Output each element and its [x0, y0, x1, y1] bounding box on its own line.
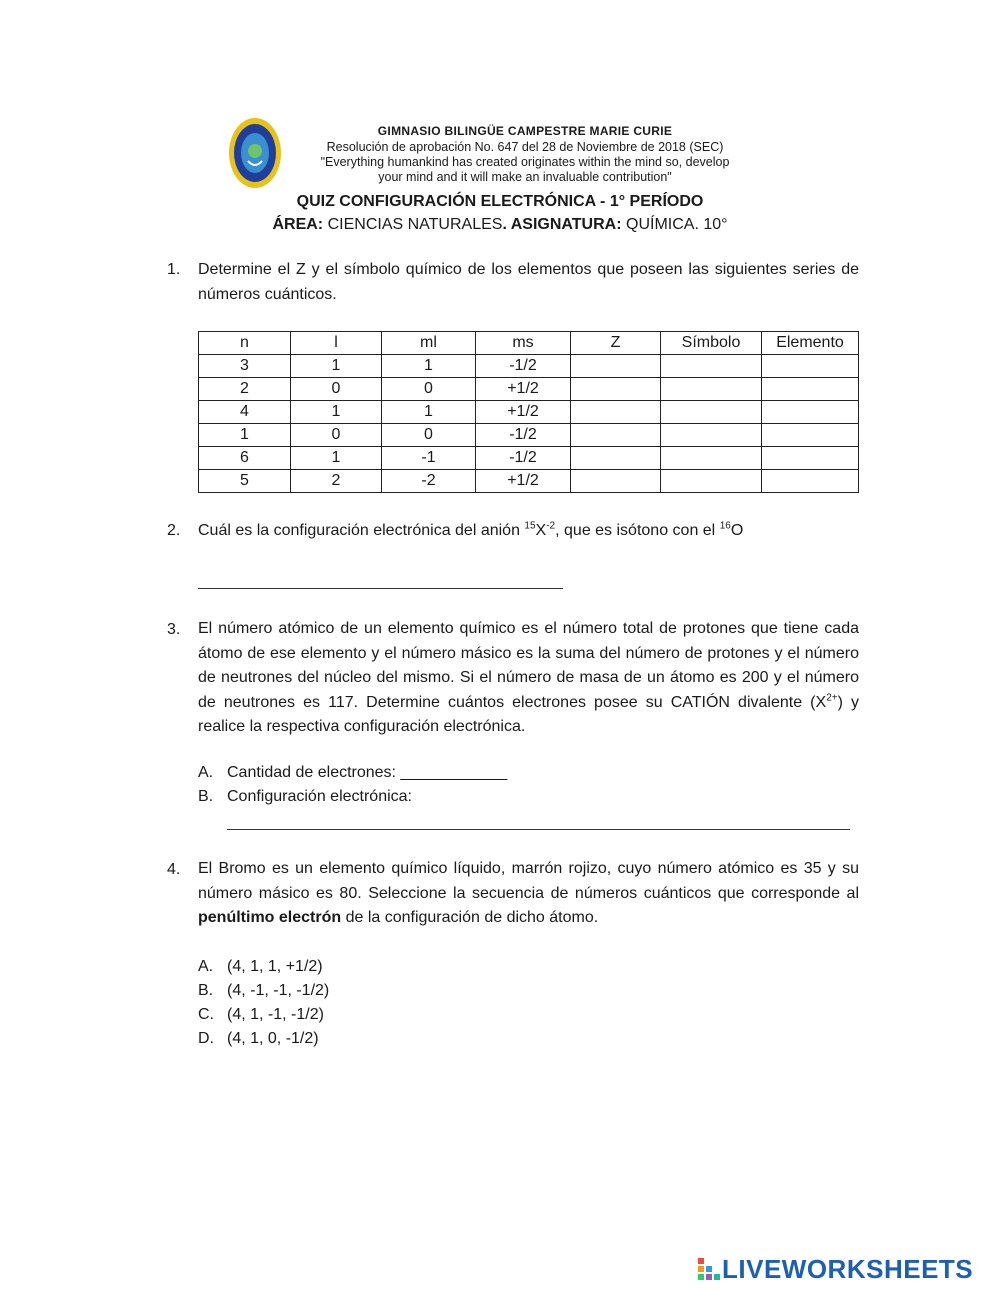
question-1-number: 1.	[167, 261, 181, 278]
question-1-text: Determine el Z y el símbolo químico de los elementos que poseen las siguientes series de números cuánticos.	[198, 261, 859, 303]
q4-option-d-letter: D.	[198, 1030, 214, 1047]
col-elemento: Elemento	[762, 332, 859, 355]
table-row	[199, 470, 859, 493]
q2-symbol-o: O	[730, 522, 744, 539]
motto-line-1: "Everything humankind has created originates within the mind so, develop	[320, 155, 730, 169]
cell-ms: +1/2	[476, 401, 571, 424]
quantum-numbers-table	[198, 331, 859, 493]
cell-z-input[interactable]	[571, 355, 661, 378]
subject-value: QUÍMICA. 10°	[621, 216, 728, 233]
q2-text-b: , que es isótono con el	[555, 522, 720, 539]
table-row	[199, 401, 859, 424]
cell-ms: +1/2	[476, 378, 571, 401]
cell-l: 0	[291, 378, 382, 401]
table-header-row	[199, 332, 859, 355]
cell-ms: +1/2	[476, 470, 571, 493]
q4-option-c[interactable]: (4, 1, -1, -1/2)	[227, 1006, 324, 1023]
q3-option-a-letter: A.	[198, 764, 214, 781]
cell-ml: -2	[382, 470, 476, 493]
cell-elemento-input[interactable]	[762, 447, 859, 470]
table-row	[199, 355, 859, 378]
question-4-text	[198, 857, 859, 931]
cell-elemento-input[interactable]	[762, 470, 859, 493]
q2-mass-number: 15	[524, 520, 536, 532]
cell-ms: -1/2	[476, 447, 571, 470]
cell-elemento-input[interactable]	[762, 355, 859, 378]
liveworksheets-logo-icon	[698, 1258, 720, 1280]
school-crest-icon	[228, 117, 282, 189]
q2-oxygen-mass: 16	[719, 520, 731, 532]
liveworksheets-brand: LIVEWORKSHEETS	[722, 1254, 974, 1284]
cell-ml: 0	[382, 424, 476, 447]
q4-option-b[interactable]: (4, -1, -1, -1/2)	[227, 982, 330, 999]
col-l: l	[291, 332, 382, 355]
q4-option-d[interactable]: (4, 1, 0, -1/2)	[227, 1030, 319, 1047]
q2-text-a: Cuál es la configuración electrónica del anión	[198, 522, 525, 539]
cell-n: 1	[199, 424, 291, 447]
q3-text-b: ) y realice la respectiva configuración electrónica.	[198, 693, 860, 735]
cell-z-input[interactable]	[571, 447, 661, 470]
resolution-text: Resolución de aprobación No. 647 del 28 de Noviembre de 2018 (SEC)	[326, 140, 724, 154]
question-2-number: 2.	[167, 522, 181, 539]
cell-n: 3	[199, 355, 291, 378]
question-2-text	[198, 519, 859, 544]
cell-n: 2	[199, 378, 291, 401]
cell-simbolo-input[interactable]	[661, 355, 762, 378]
subject-label: ASIGNATURA:	[506, 216, 622, 233]
cell-simbolo-input[interactable]	[661, 447, 762, 470]
cell-ml: -1	[382, 447, 476, 470]
q2-charge: -2	[546, 520, 556, 532]
cell-n: 6	[199, 447, 291, 470]
q3-configuration-answer-line[interactable]	[227, 829, 850, 830]
col-z: Z	[571, 332, 661, 355]
cell-n: 5	[199, 470, 291, 493]
q4-option-b-letter: B.	[198, 982, 214, 999]
q4-text-a: El Bromo es un elemento químico líquido, marrón rojizo, cuyo número atómico es 35 y su número másico es 80. Seleccione la secuencia de números cuánticos que corresponde al	[198, 860, 859, 902]
cell-l: 2	[291, 470, 382, 493]
cell-ms: -1/2	[476, 424, 571, 447]
cell-n: 4	[199, 401, 291, 424]
col-ml: ml	[382, 332, 476, 355]
q4-text-b: de la configuración de dicho átomo.	[341, 909, 599, 926]
cell-elemento-input[interactable]	[762, 424, 859, 447]
cell-simbolo-input[interactable]	[661, 424, 762, 447]
q4-option-a-letter: A.	[198, 958, 214, 975]
quiz-title: QUIZ CONFIGURACIÓN ELECTRÓNICA - 1° PERÍODO	[296, 193, 704, 210]
cell-z-input[interactable]	[571, 378, 661, 401]
col-simbolo: Símbolo	[661, 332, 762, 355]
question-3-text	[198, 617, 859, 740]
col-ms: ms	[476, 332, 571, 355]
motto-line-2: your mind and it will make an invaluable contribution"	[378, 170, 672, 184]
cell-ml: 0	[382, 378, 476, 401]
cell-l: 1	[291, 355, 382, 378]
cell-z-input[interactable]	[571, 470, 661, 493]
q4-option-c-letter: C.	[198, 1006, 214, 1023]
q3-charge: 2+	[826, 692, 838, 704]
cell-l: 0	[291, 424, 382, 447]
q3-electron-count[interactable]: Cantidad de electrones: ____________	[227, 764, 508, 781]
q4-text-bold: penúltimo electrón	[198, 909, 342, 926]
cell-ms: -1/2	[476, 355, 571, 378]
col-n: n	[199, 332, 291, 355]
q2-symbol-x: X	[535, 522, 547, 539]
cell-simbolo-input[interactable]	[661, 470, 762, 493]
cell-ml: 1	[382, 401, 476, 424]
question-4-number: 4.	[167, 861, 181, 878]
cell-simbolo-input[interactable]	[661, 401, 762, 424]
cell-z-input[interactable]	[571, 424, 661, 447]
area-label: ÁREA:	[272, 216, 324, 233]
table-row	[199, 447, 859, 470]
cell-ml: 1	[382, 355, 476, 378]
q3-text-a: El número atómico de un elemento químico es el número total de protones que tiene cada átomo de ese elemento y el número másico es la suma del número de protones y el número de neutrones del núcleo del mismo. Si el número de masa de un átomo es 200 y el número de neutrones es 117. Determine cuántos electrones posee su CATIÓN divalente (X	[198, 620, 859, 711]
table-row	[199, 378, 859, 401]
cell-elemento-input[interactable]	[762, 401, 859, 424]
area-dot: .	[502, 216, 507, 233]
school-name: GIMNASIO BILINGÜE CAMPESTRE MARIE CURIE	[377, 124, 673, 138]
area-subject-line	[0, 216, 1000, 234]
cell-l: 1	[291, 447, 382, 470]
cell-simbolo-input[interactable]	[661, 378, 762, 401]
q3-configuration-label: Configuración electrónica:	[227, 788, 412, 805]
table-row	[199, 424, 859, 447]
cell-elemento-input[interactable]	[762, 378, 859, 401]
cell-z-input[interactable]	[571, 401, 661, 424]
question-3-number: 3.	[167, 621, 181, 638]
cell-l: 1	[291, 401, 382, 424]
q2-answer-line[interactable]	[198, 588, 563, 589]
q4-option-a[interactable]: (4, 1, 1, +1/2)	[227, 958, 323, 975]
area-value: CIENCIAS NATURALES	[323, 216, 503, 233]
q3-option-b-letter: B.	[198, 788, 214, 805]
